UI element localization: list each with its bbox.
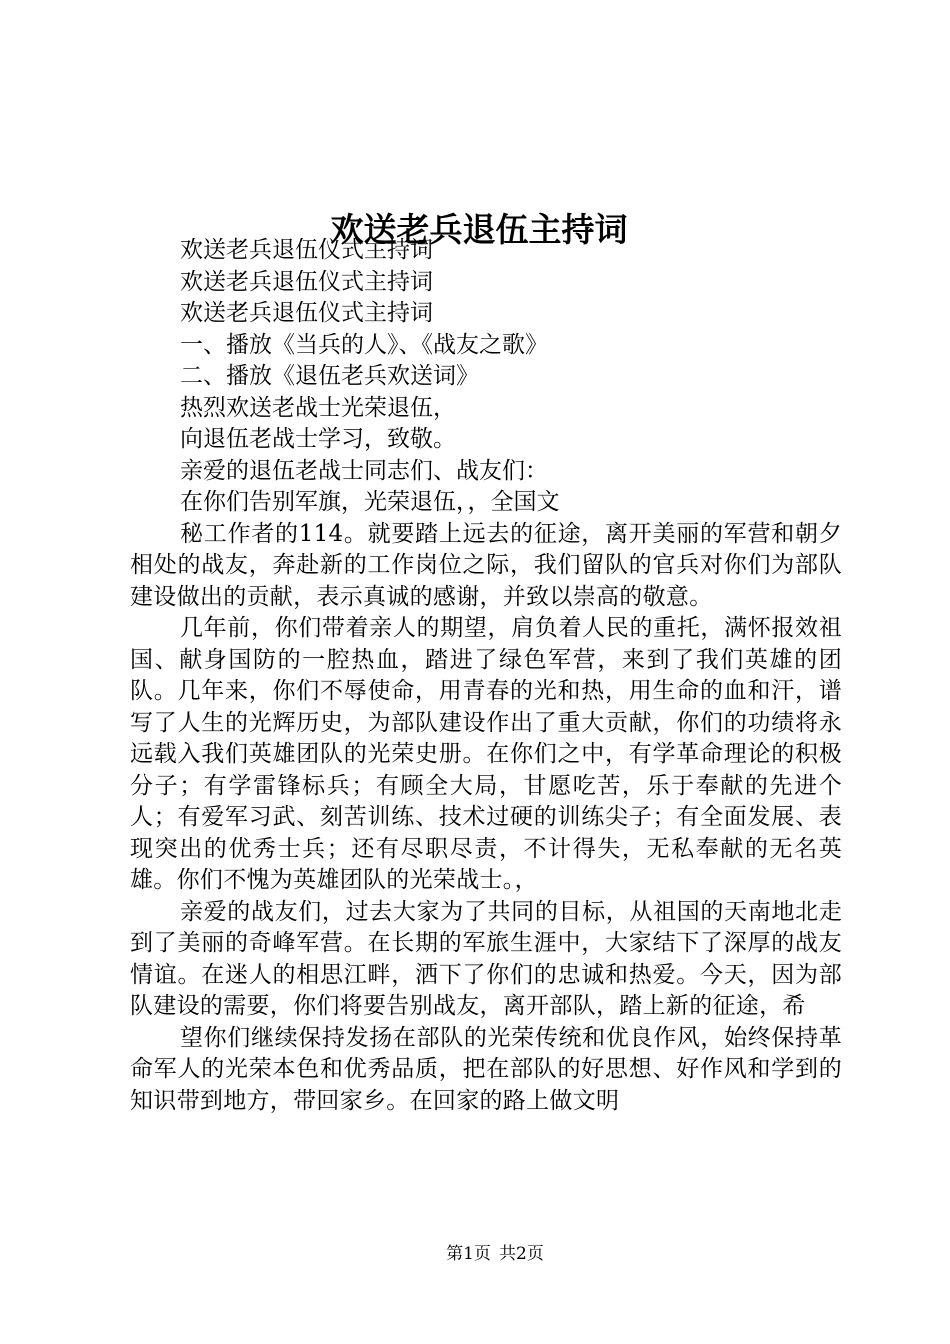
document-body <box>130 235 842 1117</box>
body-line: 欢送老兵退伍仪式主持词 <box>180 237 433 263</box>
document-title: 欢送老兵退伍主持词 <box>330 210 628 250</box>
body-paragraph: 望你们继续保持发扬在部队的光荣传统和优良作风，始终保持革命军人的光荣本色和优秀品质，把在部队的好思想、好作风和学到的知识带到地方，带回家乡。在回家的路上做文明 <box>130 1024 842 1114</box>
body-line: 二、播放《退伍老兵欢送词》 <box>180 363 479 389</box>
body-line: 一、播放《当兵的人》、《战友之歌》 <box>180 331 548 358</box>
body-paragraph: 亲爱的战友们，过去大家为了共同的目标，从祖国的天南地北走到了美丽的奇峰军营。在长期的军旅生涯中，大家结下了深厚的战友情谊。在迷人的相思江畔，洒下了你们的忠诚和热爱。今天，因为部队建设的需要，你们将要告别战友，离开部队，踏上新的征途，希 <box>130 898 842 1019</box>
body-line: 欢送老兵退伍仪式主持词 <box>180 268 433 295</box>
body-line: 向退伍老战士学习，致敬。 <box>180 426 456 452</box>
page-total: 共2页 <box>499 1244 544 1264</box>
body-paragraph: 几年前，你们带着亲人的期望，肩负着人民的重托，满怀报效祖国、献身国防的一腔热血，踏进了绿色军营，来到了我们英雄的团队。几年来，你们不辱使命，用青春的光和热，用生命的血和汗，谱写了人生的光辉历史，为部队建设作出了重大贡献，你们的功绩将永远载入我们英雄团队的光荣史册。在你们之中，有学革命理论的积极分子；有学雷锋标兵；有顾全大局，甘愿吃苦，乐于奉献的先进个人；有爱军习武、刻苦训练、技术过硬的训练尖子；有全面发展、表现突出的优秀士兵；还有尽职尽责，不计得失，无私奉献的无名英雄。你们不愧为英雄团队的光荣战士。， <box>130 615 842 893</box>
body-line: 欢送老兵退伍仪式主持词 <box>180 300 433 326</box>
body-line: 热烈欢送老战士光荣退伍， <box>180 394 456 421</box>
body-line: 在你们告别军旗，光荣退伍，，全国文 <box>180 489 560 515</box>
body-line: 亲爱的退伍老战士同志们、战友们： <box>180 457 548 484</box>
page-footer <box>0 1243 950 1265</box>
page-number: 第1页 <box>446 1244 491 1264</box>
body-paragraph: 秘工作者的114。就要踏上远去的征途，离开美丽的军营和朝夕相处的战友，奔赴新的工作岗位之际，我们留队的官兵对你们为部队建设做出的贡献，表示真诚的感谢，并致以崇高的敬意。 <box>130 520 842 610</box>
